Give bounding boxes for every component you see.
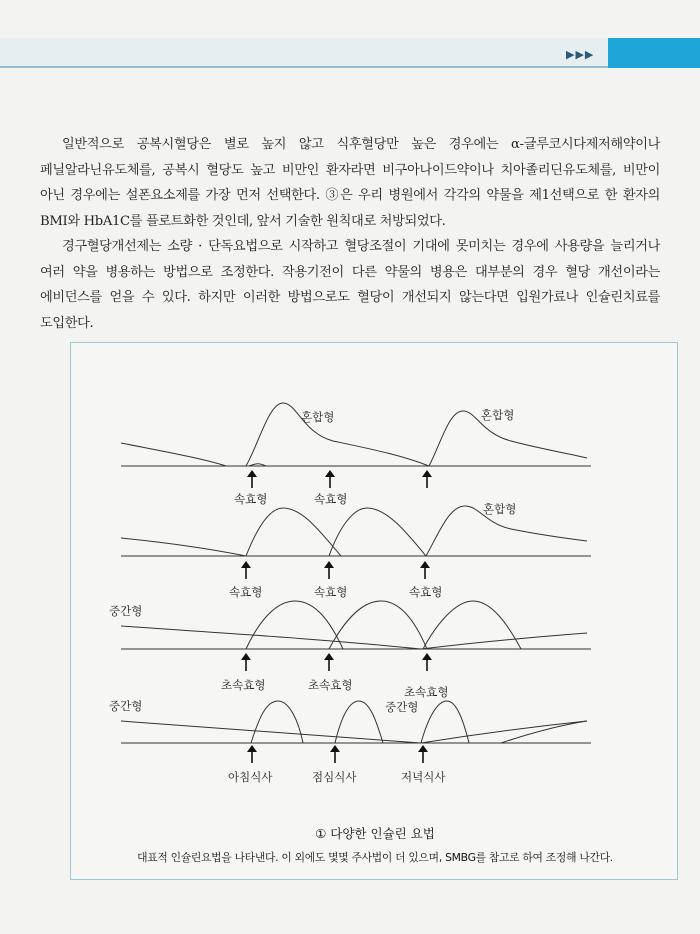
arrow-3a-icon [241,653,251,671]
arrow-3b-icon [324,653,334,671]
arrow-1c-icon [422,470,432,488]
arrow-label-4b: 점심식사 [312,770,357,784]
curve-label-1a: 혼합형 [301,410,335,424]
arrow-2b-icon [324,561,334,579]
curve-label-3a: 중간형 [109,604,143,618]
meal-arch-4a [251,701,303,743]
arrow-label-1a: 속효형 [234,492,268,506]
header-rule [0,66,700,68]
arrow-label-3b: 초속효형 [308,678,353,692]
intermediate-curve-3 [121,626,421,649]
arrow-label-4a: 아침식사 [228,770,273,784]
header-tab [608,38,700,68]
paragraph-2: 경구혈당개선제는 소량 · 단독요법으로 시작하고 혈당조절이 기대에 못미치는 경우에 사용량을 늘리거나 여러 약을 병용하는 방법으로 조정한다. 작용기전이 다른 약물의 병용은 대부분의 경우 혈당 개선이라는 에비던스를 얻을 수 있다. 하지만 이러한 방법으로도 혈당이 개선되지 않는다면 입원가료나 인슐린치료를 도입한다. [40,239,660,331]
rapid-arch-2a [246,508,341,556]
meal-arch-4b [335,701,383,743]
arrow-label-3a: 초속효형 [221,678,266,692]
basal-curve-1a [121,443,226,466]
curve-label-2a: 혼합형 [483,502,517,516]
mixed-peak-1 [246,403,429,466]
arrow-4b-icon [330,745,340,763]
intermediate-curve-4a [121,721,421,743]
curve-label-1b: 혼합형 [481,408,515,422]
figure-caption-description: 대표적 인슐린요법을 나타낸다. 이 외에도 몇몇 주사법이 더 있으며, SMBG를 참고로 하여 조정해 나간다. [137,851,613,864]
paragraph-1: 일반적으로 공복시혈당은 별로 높지 않고 식후혈당만 높은 경우에는 α-글루코시다제저해약이나 페닐알라닌유도체를, 공복시 혈당도 높고 비만인 환자라면 비구아나이드약이나 치아졸리딘유도체를, 비만이 아닌 경우에는 설폰요소제를 가장 먼저 선택한다. ③은 우리 병원에서 각각의 약물을 제1선택으로 한 환자의 BMI와 HbA1C를 플로트화한 것인데, 앞서 기술한 원칙대로 처방되었다. [40,137,660,229]
intermediate-curve-4b [421,721,587,743]
arrow-label-3c: 초속효형 [404,685,449,699]
arrow-3c-icon [422,653,432,671]
arrow-label-4c: 저녁식사 [401,770,446,784]
header-band [0,38,700,68]
arrow-label-1b: 속효형 [314,492,348,506]
arrow-1a-icon [247,470,257,488]
arrow-1b-icon [325,470,335,488]
arrow-label-2a: 속효형 [229,585,263,599]
curve-label-4a: 중간형 [109,699,143,713]
ultra-arch-3a [246,601,343,649]
header-arrows-icon: ▶▶▶ [566,48,595,61]
curve-label-4b: 중간형 [385,700,419,714]
arrow-2a-icon [241,561,251,579]
intermediate-curve-4c [501,721,587,743]
body-text [40,132,660,336]
arrow-2c-icon [420,561,430,579]
intermediate-curve-3b [421,633,587,649]
figure-caption-title: ① 다양한 인슐린 요법 [315,826,435,841]
arrow-label-2b: 속효형 [314,585,348,599]
insulin-diagram [71,343,677,813]
arrow-label-2c: 속효형 [409,585,443,599]
insulin-regimen-figure [70,342,678,880]
ultra-arch-3c [423,601,521,649]
arrow-4a-icon [247,745,257,763]
arrow-4c-icon [418,745,428,763]
basal-curve-2 [121,538,246,556]
rapid-arch-2b [329,508,426,556]
